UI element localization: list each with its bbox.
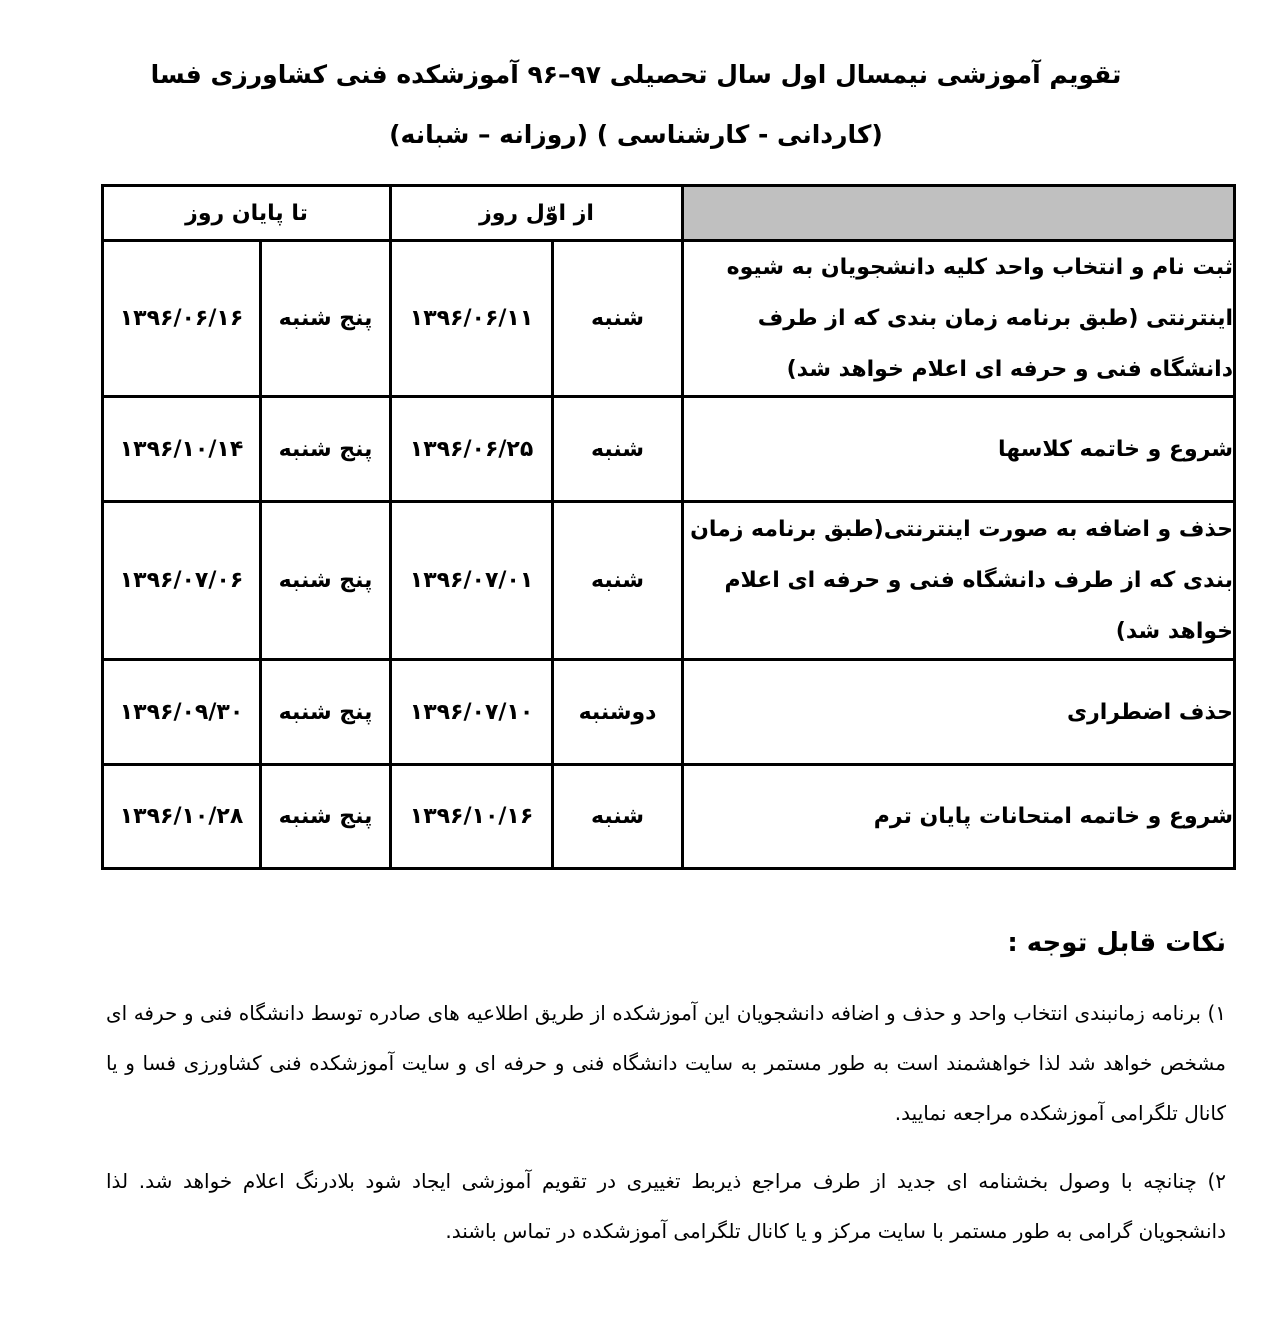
table-row (103, 765, 1235, 869)
header-to-day: تا پایان روز (103, 186, 391, 241)
activity-description: حذف اضطراری (683, 660, 1235, 765)
to-day-cell: پنج شنبه (261, 397, 391, 502)
activity-description: شروع و خاتمه کلاسها (683, 397, 1235, 502)
table-row (103, 660, 1235, 765)
from-day-cell: شنبه (553, 765, 683, 869)
academic-calendar-table (101, 184, 1236, 870)
activity-description: حذف و اضافه به صورت اینترنتی(طبق برنامه زمان بندی که از طرف دانشگاه فنی و حرفه ای اعلام خواهد شد) (683, 502, 1235, 660)
to-date-cell: ۱۳۹۶/۰۶/۱۶ (103, 241, 261, 397)
from-day-cell: شنبه (553, 397, 683, 502)
notes-heading: نکات قابل توجه : (1007, 928, 1226, 958)
calendar-title: تقویم آموزشی نیمسال اول سال تحصیلی ۹۷–۹۶ آموزشکده فنی کشاورزی فسا (150, 60, 1122, 89)
to-date-cell: ۱۳۹۶/۰۷/۰۶ (103, 502, 261, 660)
table-row (103, 502, 1235, 660)
from-date-cell: ۱۳۹۶/۰۷/۱۰ (391, 660, 553, 765)
table-header-row (103, 186, 1235, 241)
header-from-day: از اوّل روز (391, 186, 683, 241)
to-date-cell: ۱۳۹۶/۰۹/۳۰ (103, 660, 261, 765)
from-day-cell: شنبه (553, 241, 683, 397)
to-day-cell: پنج شنبه (261, 765, 391, 869)
to-day-cell: پنج شنبه (261, 241, 391, 397)
from-day-cell: شنبه (553, 502, 683, 660)
to-day-cell: پنج شنبه (261, 660, 391, 765)
table-row (103, 397, 1235, 502)
from-date-cell: ۱۳۹۶/۰۶/۱۱ (391, 241, 553, 397)
to-date-cell: ۱۳۹۶/۱۰/۲۸ (103, 765, 261, 869)
note-item: ۲) چنانچه با وصول بخشنامه ای جدید از طرف مراجع ذیربط تغییری در تقویم آموزشی ایجاد شود بلادرنگ اعلام خواهد شد. لذا دانشجویان گرامی به طور مستمر با سایت مرکز و یا کانال تلگرامی آموزشکده در تماس باشند. (106, 1169, 1226, 1243)
table-row (103, 241, 1235, 397)
from-day-cell: دوشنبه (553, 660, 683, 765)
from-date-cell: ۱۳۹۶/۰۷/۰۱ (391, 502, 553, 660)
note-item: ۱) برنامه زمانبندی انتخاب واحد و حذف و اضافه دانشجویان این آموزشکده از طریق اطلاعیه های صادره توسط دانشگاه فنی و حرفه ای مشخص خواهد شد لذا خواهشمند است به طور مستمر به سایت دانشگاه فنی و حرفه ای و سایت آموزشکده فنی کشاورزی فسا و یا کانال تلگرامی آموزشکده مراجعه نمایید. (106, 1001, 1226, 1125)
calendar-subtitle: (کاردانی - کارشناسی ) (روزانه – شبانه) (389, 120, 883, 149)
from-date-cell: ۱۳۹۶/۱۰/۱۶ (391, 765, 553, 869)
to-date-cell: ۱۳۹۶/۱۰/۱۴ (103, 397, 261, 502)
to-day-cell: پنج شنبه (261, 502, 391, 660)
from-date-cell: ۱۳۹۶/۰۶/۲۵ (391, 397, 553, 502)
activity-description: شروع و خاتمه امتحانات پایان ترم (683, 765, 1235, 869)
header-empty-cell (683, 186, 1235, 241)
activity-description: ثبت نام و انتخاب واحد کلیه دانشجویان به شیوه اینترنتی (طبق برنامه زمان بندی که از طرف دانشگاه فنی و حرفه ای اعلام خواهد شد) (683, 241, 1235, 397)
